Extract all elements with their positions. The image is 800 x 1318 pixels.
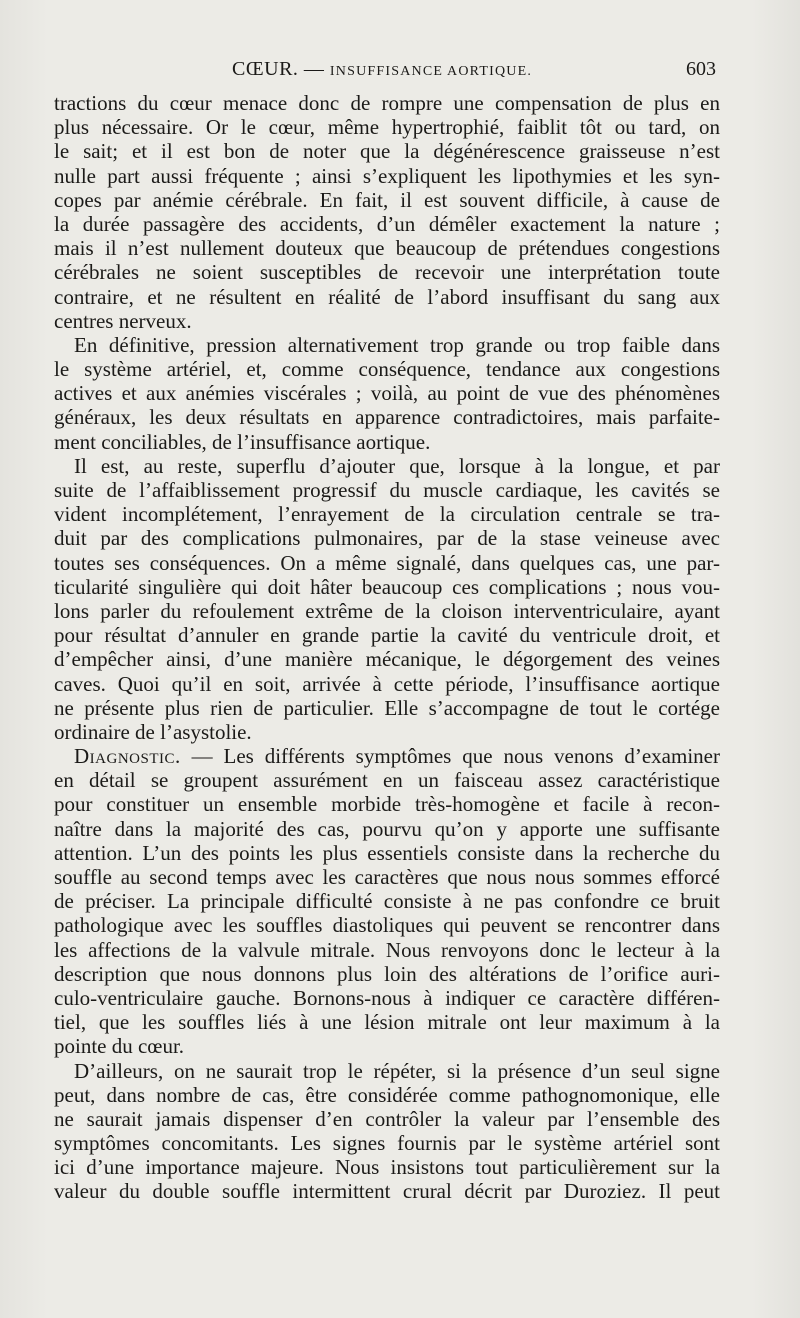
text-line: actives et aux anémies viscérales ; voilà, au point de vue des phénomènes: [54, 381, 720, 406]
paragraph-5: [54, 1059, 720, 1204]
text-line: pointe du cœur.: [54, 1034, 185, 1059]
text-line: pathologique avec les souffles diastoliques qui peuvent se rencontrer dans: [54, 913, 720, 938]
text-line: en détail se groupent assurément en un faisceau assez caractéristique: [54, 768, 720, 793]
page-number: 603: [686, 58, 716, 80]
running-title-main: CŒUR. —: [232, 58, 330, 80]
page-body: [54, 91, 720, 1204]
text-line: plus nécessaire. Or le cœur, même hypertrophié, faiblit tôt ou tard, on: [54, 115, 720, 140]
text-line: ordinaire de l’asystolie.: [54, 719, 252, 744]
text-line: suite de l’affaiblissement progressif du muscle cardiaque, les cavités se: [54, 478, 720, 502]
text-line: la durée passagère des accidents, d’un démêler exactement la nature ;: [54, 211, 720, 236]
text-line: contraire, et ne résultent en réalité de l’abord insuffisant du sang aux: [54, 284, 720, 309]
text-line: pour résultat d’annuler en grande partie la cavité du ventricule droit, et: [54, 623, 720, 648]
text-line: vident incomplétement, l’enrayement de la circulation centrale se tra-: [54, 502, 720, 527]
text-line: centres nerveux.: [54, 308, 192, 333]
text-line: symptômes concomitants. Les signes fournis par le système artériel sont: [54, 1131, 720, 1156]
text-line: ici d’une importance majeure. Nous insistons tout particulièrement sur la: [54, 1155, 720, 1180]
running-title: [232, 58, 532, 81]
text-line: ne présente plus rien de particulier. Elle s’accompagne de tout le cortége: [54, 695, 720, 720]
text-line: le système artériel, et, comme conséquence, tendance aux congestions: [54, 357, 720, 382]
text-line: caves. Quoi qu’il en soit, arrivée à cette période, l’insuffisance aortique: [54, 671, 720, 696]
text-line: le sait; et il est bon de noter que la dégénérescence graisseuse n’est: [54, 139, 720, 164]
text-line: naître dans la majorité des cas, pourvu qu’on y apporte une suffisante: [54, 816, 720, 841]
running-title-subject: INSUFFISANCE AORTIQUE.: [329, 64, 533, 79]
text-line: nulle part aussi fréquente ; ainsi s’expliquent les lipothymies et les syn-: [54, 163, 720, 188]
text-line: culo-ventriculaire gauche. Bornons-nous à indiquer ce caractère différen-: [54, 985, 720, 1010]
text-line: [54, 744, 720, 768]
paragraph-diagnostic: [54, 744, 720, 1058]
text-line: les affections de la valvule mitrale. Nous renvoyons donc le lecteur à la: [54, 937, 720, 962]
text-run: — Les différents symptômes que nous venons d’examiner: [180, 744, 720, 769]
text-line: d’empêcher ainsi, d’une manière mécanique, le dégorgement des veines: [54, 647, 720, 672]
paragraph-3: [54, 454, 720, 744]
text-line: pour constituer un ensemble morbide très-homogène et facile à recon-: [54, 792, 720, 817]
text-line: copes par anémie cérébrale. En fait, il est souvent difficile, à cause de: [54, 187, 720, 212]
text-line: duit par des complications pulmonaires, par de la stase veineuse avec: [54, 526, 720, 551]
text-line: ne saurait jamais dispenser d’en contrôler la valeur par l’ensemble des: [54, 1106, 720, 1131]
text-line: ment conciliables, de l’insuffisance aortique.: [54, 429, 431, 454]
text-line: valeur du double souffle intermittent crural décrit par Duroziez. Il peut: [54, 1179, 720, 1204]
text-line: lons parler du refoulement extrême de la cloison interventriculaire, ayant: [54, 598, 720, 623]
text-line: toutes ses conséquences. On a même signalé, dans quelques cas, une par-: [54, 550, 720, 575]
text-line: peut, dans nombre de cas, être considérée comme pathognomonique, elle: [54, 1082, 720, 1107]
text-line: D’ailleurs, on ne saurait trop le répéter, si la présence d’un seul signe: [74, 1058, 720, 1083]
paragraph-1: [54, 91, 720, 333]
text-line: tractions du cœur menace donc de rompre une compensation de plus en: [54, 91, 720, 115]
text-line: Il est, au reste, superflu d’ajouter que, lorsque à la longue, et par: [74, 453, 720, 478]
text-line: En définitive, pression alternativement trop grande ou trop faible dans: [74, 332, 720, 357]
text-line: souffle au second temps avec les caractères que nous nous sommes efforcé: [54, 865, 720, 889]
text-line: généraux, les deux résultats en apparence contradictoires, mais parfaite-: [54, 405, 720, 430]
section-heading-diagnostic: Diagnostic.: [74, 744, 181, 769]
text-line: attention. L’un des points les plus essentiels consiste dans la recherche du: [54, 840, 720, 865]
text-line: ticularité singulière qui doit hâter beaucoup ces complications ; nous vou-: [54, 574, 720, 599]
text-line: de préciser. La principale difficulté consiste à ne pas confondre ce bruit: [54, 889, 720, 914]
paragraph-2: [54, 333, 720, 454]
text-line: tiel, que les souffles liés à une lésion mitrale ont leur maximum à la: [54, 1010, 720, 1035]
text-line: description que nous donnons plus loin des altérations de l’orifice auri-: [54, 961, 720, 986]
text-line: cérébrales ne soient susceptibles de recevoir une interprétation toute: [54, 260, 720, 285]
running-header: [54, 58, 720, 86]
text-line: mais il n’est nullement douteux que beaucoup de prétendues congestions: [54, 236, 720, 261]
